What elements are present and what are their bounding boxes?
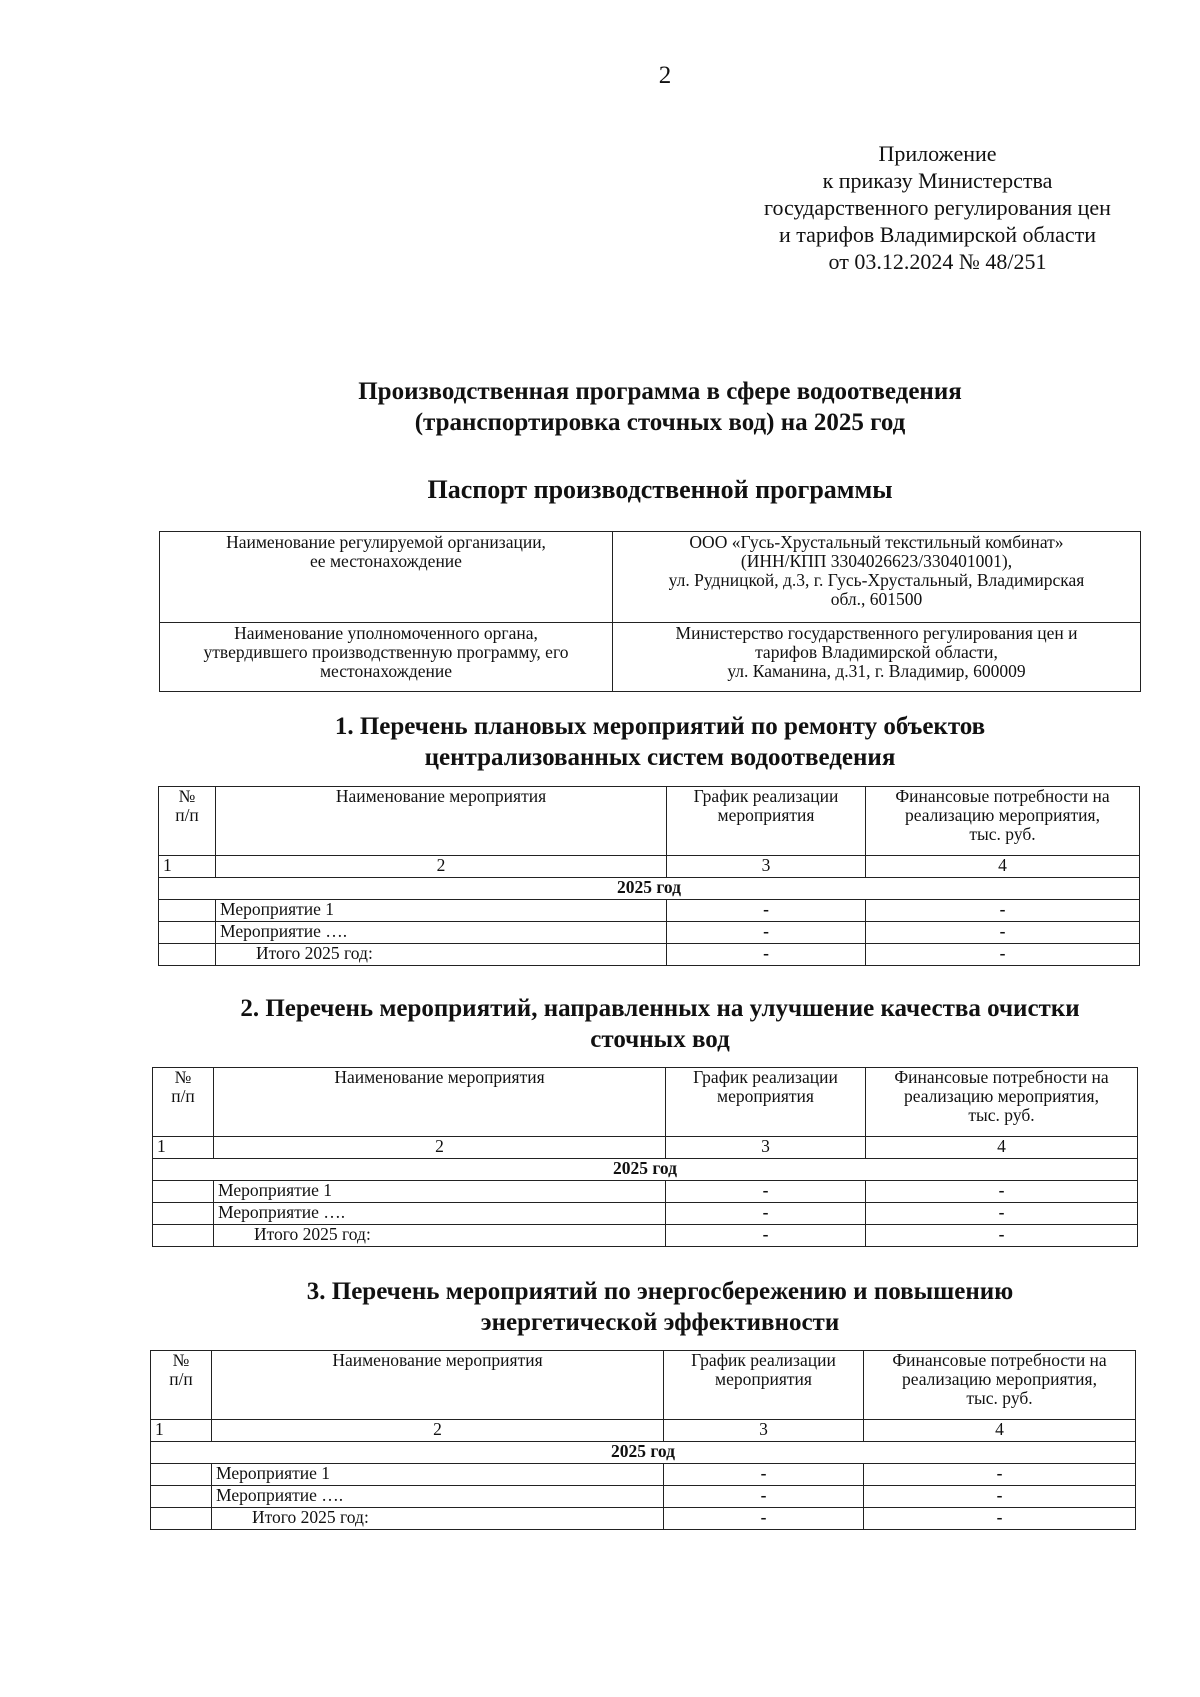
row-num <box>153 1225 214 1247</box>
cell-line: тарифов Владимирской области, <box>755 642 998 662</box>
section-3-title <box>0 1276 1200 1338</box>
row-finance: - <box>866 1203 1138 1225</box>
cell-line: мероприятия <box>717 1086 814 1106</box>
appendix-line: к приказу Министерства <box>822 168 1053 193</box>
col-number: 3 <box>666 1137 866 1159</box>
total-row <box>151 1508 1136 1530</box>
header-num <box>151 1351 212 1420</box>
col-number: 3 <box>667 856 866 878</box>
row-schedule: - <box>666 1203 866 1225</box>
header-name: Наименование мероприятия <box>214 1068 666 1137</box>
row-name: Мероприятие …. <box>216 922 667 944</box>
col-number: 4 <box>866 856 1140 878</box>
total-finance: - <box>864 1508 1136 1530</box>
year-row <box>153 1159 1138 1181</box>
row-finance: - <box>866 922 1140 944</box>
cell-line: тыс. руб. <box>968 1105 1035 1125</box>
passport-label <box>160 623 613 692</box>
total-schedule: - <box>667 944 866 966</box>
table-header-row <box>151 1351 1136 1420</box>
header-finance <box>866 1068 1138 1137</box>
row-num <box>159 900 216 922</box>
total-finance: - <box>866 944 1140 966</box>
section-title-line: 3. Перечень мероприятий по энергосбережению и повышению <box>306 1278 1014 1305</box>
cell-line: местонахождение <box>319 661 452 681</box>
cell-line: Наименование уполномоченного органа, <box>234 623 538 643</box>
passport-table <box>159 531 1141 692</box>
cell-line: ул. Рудницкой, д.3, г. Гусь-Хрустальный, Владимирская <box>668 570 1085 590</box>
section-2-table <box>152 1067 1138 1247</box>
table-header-row <box>159 787 1140 856</box>
passport-label <box>160 532 613 623</box>
table-row <box>159 900 1140 922</box>
total-finance: - <box>866 1225 1138 1247</box>
col-number: 2 <box>212 1420 664 1442</box>
passport-value <box>613 623 1141 692</box>
total-row <box>153 1225 1138 1247</box>
cell-line: тыс. руб. <box>966 1388 1033 1408</box>
cell-line: мероприятия <box>715 1369 812 1389</box>
cell-line: реализацию мероприятия, <box>905 805 1100 825</box>
cell-line: мероприятия <box>717 805 815 825</box>
table-row <box>159 922 1140 944</box>
document-title-line: Производственная программа в сфере водоотведения <box>358 378 962 405</box>
cell-line: реализацию мероприятия, <box>904 1086 1099 1106</box>
cell-line: Наименование регулируемой организации, <box>226 532 546 552</box>
appendix-line: от 03.12.2024 № 48/251 <box>828 249 1047 274</box>
total-schedule: - <box>666 1225 866 1247</box>
cell-line: п/п <box>169 1369 193 1389</box>
table-row <box>153 1203 1138 1225</box>
table-row <box>151 1464 1136 1486</box>
row-name: Мероприятие …. <box>212 1486 664 1508</box>
section-1-title <box>0 711 1200 773</box>
cell-line: № <box>174 1067 192 1087</box>
appendix-line: государственного регулирования цен <box>764 195 1111 220</box>
passport-row <box>160 623 1141 692</box>
year-row <box>159 878 1140 900</box>
total-label: Итого 2025 год: <box>216 944 667 966</box>
cell-line: График реализации <box>691 1350 836 1370</box>
total-label: Итого 2025 год: <box>212 1508 664 1530</box>
cell-line: № <box>178 786 196 806</box>
row-finance: - <box>864 1486 1136 1508</box>
section-2-title <box>0 993 1200 1055</box>
header-schedule <box>666 1068 866 1137</box>
row-finance: - <box>866 1181 1138 1203</box>
header-num <box>159 787 216 856</box>
passport-row <box>160 532 1141 623</box>
row-name: Мероприятие …. <box>214 1203 666 1225</box>
row-num <box>153 1203 214 1225</box>
header-schedule <box>667 787 866 856</box>
row-finance: - <box>864 1464 1136 1486</box>
col-number: 1 <box>159 856 216 878</box>
total-label: Итого 2025 год: <box>214 1225 666 1247</box>
header-name: Наименование мероприятия <box>212 1351 664 1420</box>
header-name: Наименование мероприятия <box>216 787 667 856</box>
passport-title: Паспорт производственной программы <box>427 475 893 504</box>
row-num <box>159 922 216 944</box>
year-label: 2025 год <box>151 1442 1136 1464</box>
cell-line: (ИНН/КПП 3304026623/330401001), <box>740 551 1013 571</box>
header-num <box>153 1068 214 1137</box>
section-1-table <box>158 786 1140 966</box>
cell-line: Финансовые потребности на <box>892 1350 1107 1370</box>
document-title-line: (транспортировка сточных вод) на 2025 год <box>414 409 906 436</box>
appendix-line: и тарифов Владимирской области <box>778 222 1097 247</box>
col-number: 1 <box>151 1420 212 1442</box>
row-schedule: - <box>667 900 866 922</box>
page-number: 2 <box>658 62 672 89</box>
header-finance <box>864 1351 1136 1420</box>
section-3-table <box>150 1350 1136 1530</box>
cell-line: тыс. руб. <box>969 824 1036 844</box>
cell-line: ул. Каманина, д.31, г. Владимир, 600009 <box>727 661 1026 681</box>
cell-line: утвердившего производственную программу, его <box>203 642 569 662</box>
document-title <box>0 376 1200 438</box>
row-num <box>151 1508 212 1530</box>
appendix-line: Приложение <box>878 141 997 166</box>
row-name: Мероприятие 1 <box>212 1464 664 1486</box>
section-title-line: централизованных систем водоотведения <box>424 744 896 771</box>
row-name: Мероприятие 1 <box>214 1181 666 1203</box>
col-number: 1 <box>153 1137 214 1159</box>
row-schedule: - <box>667 922 866 944</box>
col-number: 3 <box>664 1420 864 1442</box>
appendix-block <box>745 140 1130 275</box>
column-number-row <box>159 856 1140 878</box>
total-row <box>159 944 1140 966</box>
table-header-row <box>153 1068 1138 1137</box>
table-row <box>153 1181 1138 1203</box>
cell-line: п/п <box>171 1086 195 1106</box>
header-schedule <box>664 1351 864 1420</box>
section-title-line: энергетической эффективности <box>480 1309 840 1336</box>
cell-line: реализацию мероприятия, <box>902 1369 1097 1389</box>
cell-line: п/п <box>175 805 199 825</box>
column-number-row <box>153 1137 1138 1159</box>
col-number: 4 <box>864 1420 1136 1442</box>
row-num <box>151 1464 212 1486</box>
section-title-line: сточных вод <box>590 1026 730 1053</box>
row-num <box>151 1486 212 1508</box>
row-schedule: - <box>666 1181 866 1203</box>
cell-line: Финансовые потребности на <box>895 786 1110 806</box>
section-title-line: 1. Перечень плановых мероприятий по ремонту объектов <box>334 713 986 740</box>
section-title-line: 2. Перечень мероприятий, направленных на улучшение качества очистки <box>240 995 1080 1022</box>
row-schedule: - <box>664 1464 864 1486</box>
row-name: Мероприятие 1 <box>216 900 667 922</box>
table-row <box>151 1486 1136 1508</box>
header-finance <box>866 787 1140 856</box>
cell-line: Министерство государственного регулирования цен и <box>675 623 1078 643</box>
cell-line: № <box>172 1350 190 1370</box>
row-num <box>153 1181 214 1203</box>
row-num <box>159 944 216 966</box>
col-number: 2 <box>216 856 667 878</box>
total-schedule: - <box>664 1508 864 1530</box>
cell-line: обл., 601500 <box>830 589 923 609</box>
year-row <box>151 1442 1136 1464</box>
cell-line: ее местонахождение <box>310 551 462 571</box>
year-label: 2025 год <box>159 878 1140 900</box>
column-number-row <box>151 1420 1136 1442</box>
col-number: 2 <box>214 1137 666 1159</box>
cell-line: График реализации <box>693 1067 838 1087</box>
row-schedule: - <box>664 1486 864 1508</box>
cell-line: График реализации <box>693 786 839 806</box>
col-number: 4 <box>866 1137 1138 1159</box>
row-finance: - <box>866 900 1140 922</box>
cell-line: ООО «Гусь-Хрустальный текстильный комбинат» <box>689 532 1064 552</box>
cell-line: Финансовые потребности на <box>894 1067 1109 1087</box>
year-label: 2025 год <box>153 1159 1138 1181</box>
passport-value <box>613 532 1141 623</box>
